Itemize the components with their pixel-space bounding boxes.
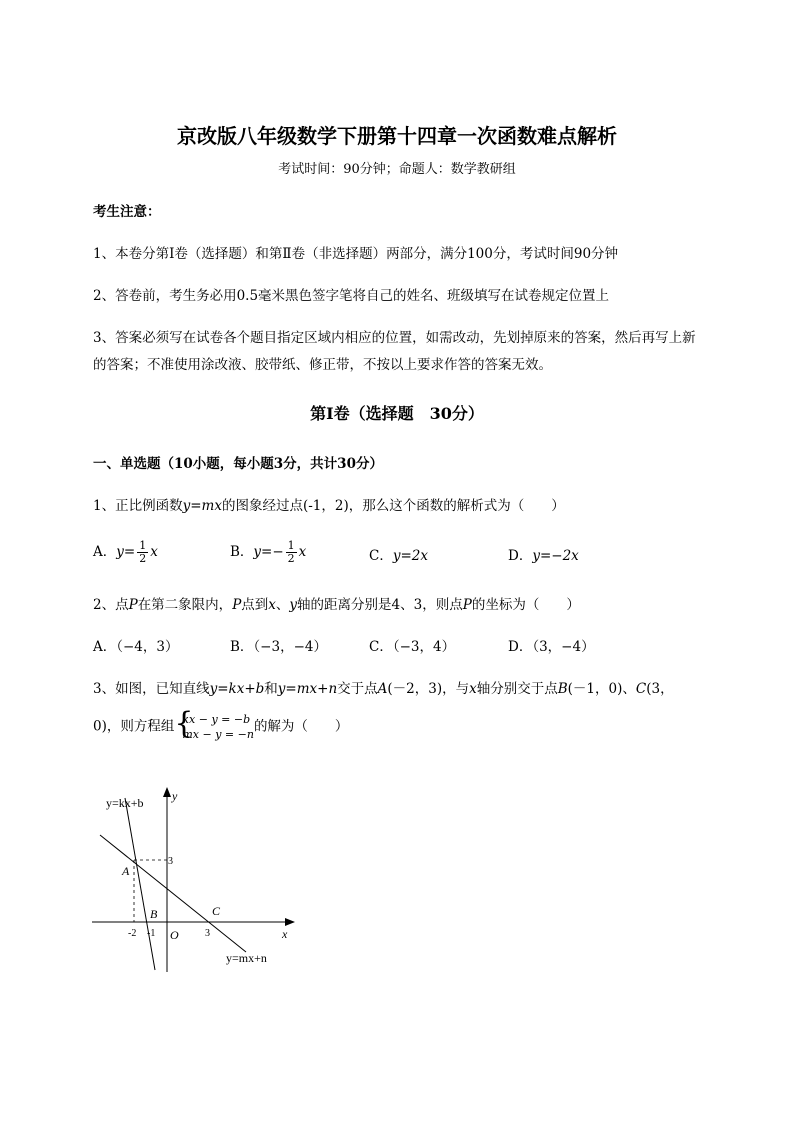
function-graph [88,780,303,980]
option-label: D． [508,548,533,564]
q3-equation: y=mx+n [277,681,338,697]
option-expr: y=−2x [532,548,579,564]
notice-item-1: 1、本卷分第I卷（选择题）和第Ⅱ卷（非选择题）两部分，满分100分，考试时间90分钟 [93,246,619,262]
question-1-option-d [508,544,579,564]
option-var: x [298,544,307,560]
q1-var: y=mx [182,498,222,514]
q2-text: 2、点 [93,597,129,613]
q2-text: 的坐标为（ ） [471,597,580,613]
fraction-numerator: 1 [287,539,295,552]
section-heading: 一、单选题（10小题，每小题3分，共计30分） [93,456,383,472]
option-var: x [150,544,158,560]
q1-text-b: 的图象经过点(-1，2)，那么这个函数的解析式为（ ） [221,498,565,514]
question-2-option-c: C．（−3，4） [369,639,456,655]
label-x-axis: x [282,927,288,941]
q2-text: 点到 [241,597,269,613]
q3-text: (－1，0)、 [567,681,636,697]
fraction [286,540,297,565]
fraction-denominator: 2 [139,552,147,565]
option-lhs: y= [116,544,136,560]
question-2-option-a: A．（−4，3） [93,639,179,655]
notice-item-3: 3、答案必须写在试卷各个题目指定区域内相应的位置，如需改动，先划掉原来的答案，然后再写上新 [93,330,696,346]
q3-text: 交于点 [337,681,378,697]
q3-text: (3， [646,681,674,697]
q3-point: B [557,681,568,697]
q2-text: 在第二象限内， [137,597,233,613]
q3-text: 0)，则方程组 [93,718,175,735]
question-1-option-b [230,540,306,565]
q2-var: y [289,597,298,613]
q2-var: P [232,597,242,613]
label-y-axis: y [172,789,178,803]
notice-heading: 考生注意： [93,204,161,220]
q3-text: 和 [264,681,278,697]
q2-text: 轴的距离分别是4、3，则点 [297,597,463,613]
equation-system [174,706,254,742]
brace: { [174,706,194,741]
tick-label-3-y: 3 [168,856,173,867]
question-2-option-d: D．（3，−4） [508,639,595,655]
q3-text: 3、如图，已知直线 [93,681,210,697]
q2-var: P [462,597,472,613]
option-expr: y=2x [392,548,428,564]
option-lhs: y=− [253,544,284,560]
fraction-denominator: 2 [287,552,295,565]
label-point-c: C [212,904,221,918]
option-label: A． [93,544,117,560]
question-2-stem [93,593,580,613]
q2-text: 、 [275,597,290,613]
q3-point: C [635,681,647,697]
notice-item-3-cont: 的答案；不准使用涂改液、胶带纸、修正带，不按以上要求作答的答案无效。 [93,357,552,373]
equation-row: kx − y = −b [182,713,251,726]
question-1-stem [93,494,565,514]
q3-text: (－2，3)，与 [387,681,470,697]
notice-item-2: 2、答卷前，考生务必用0.5毫米黑色签字笔将自己的姓名、班级填写在试卷规定位置上 [93,288,610,304]
question-1-option-c [369,544,428,564]
label-line-mx-plus-n: y=mx+n [226,951,267,965]
label-line-kx-plus-b: y=kx+b [106,796,144,810]
option-label: B． [230,544,254,560]
fraction-numerator: 1 [139,539,147,552]
question-1-option-a [93,540,158,565]
q2-var: P [128,597,138,613]
question-3-stem-line-2 [93,706,349,742]
question-3-stem-line-1 [93,677,674,697]
label-point-b: B [150,907,158,921]
q3-text: 轴分别交于点 [476,681,558,697]
part1-title: 第I卷（选择题 30分） [310,404,484,423]
question-2-option-b: B．（−3，−4） [230,639,327,655]
q2-var: x [268,597,276,613]
exam-info: 考试时间：90分钟；命题人：数学教研组 [278,162,516,177]
q1-text-a: 1、正比例函数 [93,498,183,514]
tick-label-neg1: -1 [147,928,156,939]
q3-point: A [377,681,388,697]
fraction [137,540,148,565]
line-kx-plus-b [125,798,155,970]
page-title: 京改版八年级数学下册第十四章一次函数难点解析 [177,124,617,148]
q3-text: 的解为（ ） [253,718,349,735]
equation-row: mx − y = −n [182,728,254,741]
label-origin: O [170,928,179,942]
q3-var: x [469,681,477,697]
q3-equation: y=kx+b [209,681,265,697]
label-point-a: A [122,864,130,878]
tick-label-neg2: -2 [128,928,137,939]
tick-label-3-x: 3 [205,928,210,939]
option-label: C． [369,548,393,564]
